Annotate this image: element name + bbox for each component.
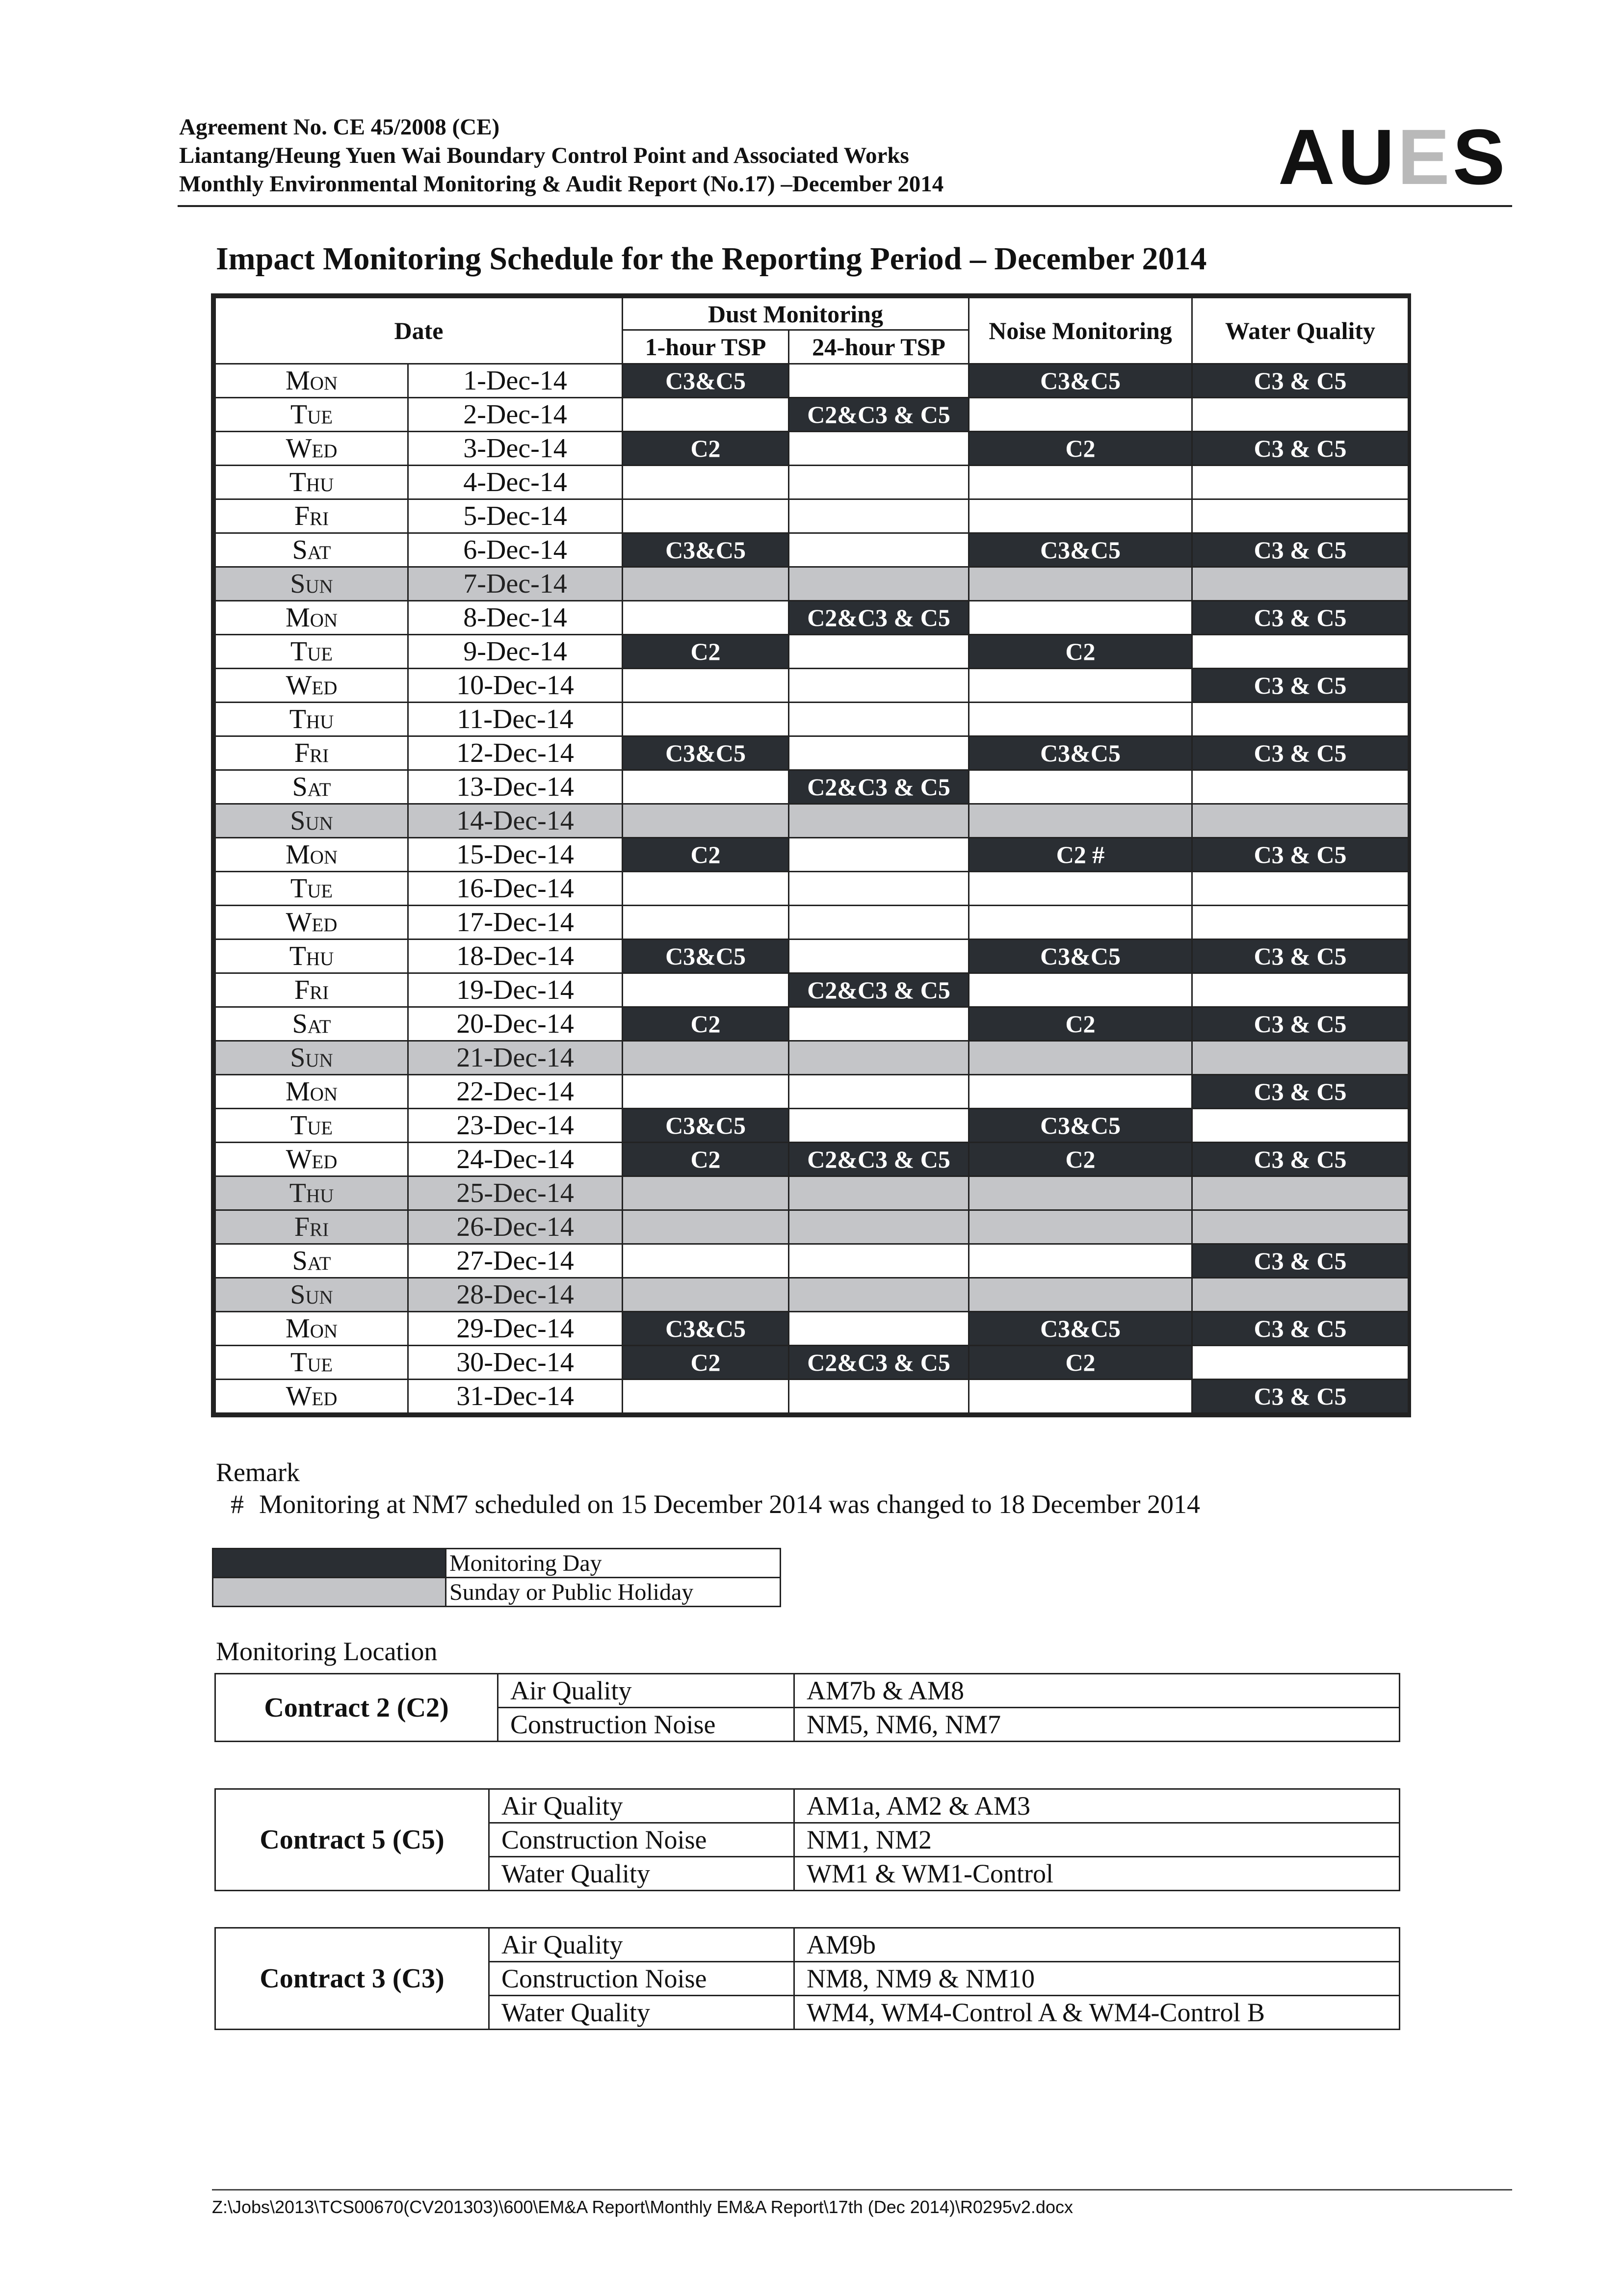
schedule-row [215, 398, 1409, 432]
header-dust: Dust Monitoring [623, 298, 969, 330]
tsp24-cell [789, 635, 969, 669]
date-cell: 10-Dec-14 [408, 669, 623, 703]
noise-cell: C2 # [969, 838, 1192, 872]
legend-label: Sunday or Public Holiday [446, 1578, 781, 1607]
schedule-row [215, 1075, 1409, 1109]
tsp1-cell: C2 [623, 1346, 789, 1380]
day-cell: Fri [215, 1210, 408, 1244]
tsp24-cell [789, 1312, 969, 1346]
stations: AM1a, AM2 & AM3 [794, 1789, 1400, 1823]
tsp1-cell [623, 1041, 789, 1075]
noise-cell [969, 804, 1192, 838]
water-cell [1192, 1176, 1409, 1210]
day-cell: Wed [215, 432, 408, 466]
day-cell: Mon [215, 364, 408, 398]
tsp1-cell: C2 [623, 1007, 789, 1041]
stations: NM1, NM2 [794, 1823, 1400, 1857]
stations: AM9b [794, 1928, 1400, 1962]
water-cell [1192, 872, 1409, 906]
legend-holiday [213, 1578, 781, 1607]
day-cell: Sat [215, 1007, 408, 1041]
date-cell: 27-Dec-14 [408, 1244, 623, 1278]
noise-cell [969, 973, 1192, 1007]
location-heading: Monitoring Location [216, 1637, 438, 1666]
tsp1-cell [623, 601, 789, 635]
day-cell: Sun [215, 567, 408, 601]
water-cell [1192, 1109, 1409, 1143]
tsp1-cell [623, 770, 789, 804]
water-cell: C3 & C5 [1192, 1380, 1409, 1413]
date-cell: 9-Dec-14 [408, 635, 623, 669]
project-line: Liantang/Heung Yuen Wai Boundary Control Point and Associated Works [179, 143, 909, 168]
date-cell: 23-Dec-14 [408, 1109, 623, 1143]
water-cell [1192, 1278, 1409, 1312]
day-cell: Tue [215, 1109, 408, 1143]
water-cell: C3 & C5 [1192, 533, 1409, 567]
date-cell: 28-Dec-14 [408, 1278, 623, 1312]
date-cell: 15-Dec-14 [408, 838, 623, 872]
day-cell: Wed [215, 669, 408, 703]
stations: NM5, NM6, NM7 [794, 1708, 1400, 1742]
water-cell: C3 & C5 [1192, 1075, 1409, 1109]
day-cell: Sat [215, 1244, 408, 1278]
water-cell [1192, 1346, 1409, 1380]
tsp24-cell [789, 533, 969, 567]
date-cell: 17-Dec-14 [408, 906, 623, 939]
noise-cell: C3&C5 [969, 1312, 1192, 1346]
monitoring-type: Water Quality [489, 1996, 794, 2030]
date-cell: 16-Dec-14 [408, 872, 623, 906]
date-cell: 12-Dec-14 [408, 736, 623, 770]
noise-cell: C3&C5 [969, 364, 1192, 398]
noise-cell [969, 1244, 1192, 1278]
noise-cell [969, 1176, 1192, 1210]
noise-cell [969, 872, 1192, 906]
page-title: Impact Monitoring Schedule for the Reporting Period – December 2014 [216, 241, 1207, 277]
legend-swatch-dark [213, 1549, 446, 1578]
tsp1-cell: C2 [623, 432, 789, 466]
water-cell [1192, 703, 1409, 736]
tsp1-cell [623, 499, 789, 533]
noise-cell [969, 1075, 1192, 1109]
tsp24-cell [789, 703, 969, 736]
tsp1-cell [623, 1075, 789, 1109]
water-cell [1192, 567, 1409, 601]
schedule-row [215, 432, 1409, 466]
water-cell [1192, 499, 1409, 533]
legend [212, 1548, 781, 1607]
monitoring-type: Water Quality [489, 1857, 794, 1891]
day-cell: Mon [215, 838, 408, 872]
tsp24-cell [789, 499, 969, 533]
day-cell: Fri [215, 973, 408, 1007]
tsp24-cell [789, 1210, 969, 1244]
water-cell [1192, 466, 1409, 499]
date-cell: 13-Dec-14 [408, 770, 623, 804]
tsp1-cell [623, 1380, 789, 1413]
tsp24-cell [789, 1007, 969, 1041]
tsp24-cell: C2&C3 & C5 [789, 398, 969, 432]
date-cell: 5-Dec-14 [408, 499, 623, 533]
day-cell: Thu [215, 939, 408, 973]
tsp24-cell [789, 1176, 969, 1210]
contract-name: Contract 3 (C3) [215, 1928, 489, 2030]
water-cell [1192, 770, 1409, 804]
day-cell: Tue [215, 872, 408, 906]
schedule-row [215, 364, 1409, 398]
noise-cell: C3&C5 [969, 736, 1192, 770]
tsp1-cell: C2 [623, 635, 789, 669]
water-cell: C3 & C5 [1192, 601, 1409, 635]
monitoring-type: Construction Noise [498, 1708, 794, 1742]
water-cell: C3 & C5 [1192, 1244, 1409, 1278]
stations: AM7b & AM8 [794, 1674, 1400, 1708]
header-noise: Noise Monitoring [969, 298, 1192, 364]
day-cell: Thu [215, 703, 408, 736]
tsp24-cell [789, 1041, 969, 1075]
date-cell: 29-Dec-14 [408, 1312, 623, 1346]
tsp24-cell: C2&C3 & C5 [789, 770, 969, 804]
schedule-row [215, 906, 1409, 939]
water-cell [1192, 804, 1409, 838]
noise-cell [969, 398, 1192, 432]
tsp24-cell [789, 567, 969, 601]
schedule-row [215, 635, 1409, 669]
tsp1-cell: C3&C5 [623, 736, 789, 770]
stations: NM8, NM9 & NM10 [794, 1962, 1400, 1996]
tsp1-cell [623, 669, 789, 703]
date-cell: 24-Dec-14 [408, 1143, 623, 1176]
noise-cell [969, 1210, 1192, 1244]
noise-cell [969, 770, 1192, 804]
header-24hr-tsp: 24-hour TSP [789, 330, 969, 364]
schedule-row [215, 1380, 1409, 1413]
report-line: Monthly Environmental Monitoring & Audit Report (No.17) –December 2014 [179, 171, 944, 197]
schedule-row [215, 499, 1409, 533]
date-cell: 11-Dec-14 [408, 703, 623, 736]
water-cell: C3 & C5 [1192, 432, 1409, 466]
header-date: Date [215, 298, 623, 364]
noise-cell: C3&C5 [969, 939, 1192, 973]
tsp24-cell [789, 906, 969, 939]
footer-path: Z:\Jobs\2013\TCS00670(CV201303)\600\EM&A Report\Monthly EM&A Report\17th (Dec 2014)\R0295v2.docx [212, 2197, 1073, 2217]
header-1hr-tsp: 1-hour TSP [623, 330, 789, 364]
schedule-row [215, 703, 1409, 736]
monitoring-type: Air Quality [489, 1789, 794, 1823]
tsp24-cell [789, 939, 969, 973]
stations: WM1 & WM1-Control [794, 1857, 1400, 1891]
schedule-table-frame [211, 293, 1411, 1417]
date-cell: 18-Dec-14 [408, 939, 623, 973]
tsp1-cell: C2 [623, 838, 789, 872]
tsp24-cell [789, 466, 969, 499]
day-cell: Thu [215, 466, 408, 499]
water-cell [1192, 398, 1409, 432]
tsp1-cell [623, 1210, 789, 1244]
day-cell: Sat [215, 770, 408, 804]
day-cell: Tue [215, 1346, 408, 1380]
tsp1-cell [623, 466, 789, 499]
legend-label: Monitoring Day [446, 1549, 781, 1578]
tsp1-cell: C3&C5 [623, 939, 789, 973]
schedule-row [215, 1312, 1409, 1346]
tsp1-cell [623, 398, 789, 432]
water-cell: C3 & C5 [1192, 736, 1409, 770]
legend-monitoring-day [213, 1549, 781, 1578]
schedule-row [215, 838, 1409, 872]
header-rule [178, 205, 1512, 207]
agreement-line: Agreement No. CE 45/2008 (CE) [179, 114, 500, 140]
tsp1-cell [623, 1244, 789, 1278]
tsp24-cell [789, 736, 969, 770]
tsp24-cell [789, 804, 969, 838]
day-cell: Tue [215, 398, 408, 432]
date-cell: 6-Dec-14 [408, 533, 623, 567]
noise-cell [969, 906, 1192, 939]
schedule-row [215, 1007, 1409, 1041]
water-cell [1192, 906, 1409, 939]
remark-symbol: # [231, 1489, 244, 1519]
day-cell: Wed [215, 1143, 408, 1176]
header-water: Water Quality [1192, 298, 1409, 364]
date-cell: 8-Dec-14 [408, 601, 623, 635]
tsp24-cell [789, 1380, 969, 1413]
day-cell: Wed [215, 1380, 408, 1413]
schedule-row [215, 736, 1409, 770]
noise-cell [969, 1278, 1192, 1312]
schedule-row [215, 1346, 1409, 1380]
water-cell [1192, 1041, 1409, 1075]
date-cell: 19-Dec-14 [408, 973, 623, 1007]
tsp1-cell [623, 1176, 789, 1210]
schedule-table [214, 297, 1409, 1414]
date-cell: 14-Dec-14 [408, 804, 623, 838]
water-cell: C3 & C5 [1192, 669, 1409, 703]
schedule-row [215, 669, 1409, 703]
tsp1-cell: C3&C5 [623, 1109, 789, 1143]
day-cell: Tue [215, 635, 408, 669]
schedule-row [215, 1210, 1409, 1244]
water-cell: C3 & C5 [1192, 1312, 1409, 1346]
tsp1-cell [623, 804, 789, 838]
tsp1-cell [623, 973, 789, 1007]
tsp24-cell: C2&C3 & C5 [789, 1346, 969, 1380]
monitoring-type: Construction Noise [489, 1823, 794, 1857]
noise-cell [969, 567, 1192, 601]
day-cell: Mon [215, 1312, 408, 1346]
aues-logo: AUES [1278, 113, 1508, 201]
noise-cell: C2 [969, 432, 1192, 466]
tsp1-cell [623, 567, 789, 601]
noise-cell [969, 499, 1192, 533]
water-cell: C3 & C5 [1192, 364, 1409, 398]
contract-c2-table [214, 1673, 1400, 1742]
date-cell: 26-Dec-14 [408, 1210, 623, 1244]
tsp1-cell [623, 1278, 789, 1312]
water-cell: C3 & C5 [1192, 1007, 1409, 1041]
day-cell: Thu [215, 1176, 408, 1210]
tsp24-cell [789, 364, 969, 398]
noise-cell [969, 703, 1192, 736]
noise-cell: C2 [969, 1143, 1192, 1176]
day-cell: Fri [215, 736, 408, 770]
tsp24-cell: C2&C3 & C5 [789, 973, 969, 1007]
noise-cell [969, 1380, 1192, 1413]
schedule-row [215, 804, 1409, 838]
monitoring-type: Air Quality [498, 1674, 794, 1708]
date-cell: 21-Dec-14 [408, 1041, 623, 1075]
schedule-row [215, 973, 1409, 1007]
day-cell: Mon [215, 601, 408, 635]
day-cell: Sun [215, 804, 408, 838]
day-cell: Wed [215, 906, 408, 939]
noise-cell: C3&C5 [969, 1109, 1192, 1143]
schedule-row [215, 770, 1409, 804]
tsp1-cell [623, 906, 789, 939]
contract-name: Contract 2 (C2) [215, 1674, 498, 1742]
legend-swatch-grey [213, 1578, 446, 1607]
schedule-row [215, 1176, 1409, 1210]
tsp1-cell: C2 [623, 1143, 789, 1176]
date-cell: 3-Dec-14 [408, 432, 623, 466]
water-cell [1192, 1210, 1409, 1244]
water-cell [1192, 973, 1409, 1007]
tsp24-cell [789, 432, 969, 466]
date-cell: 1-Dec-14 [408, 364, 623, 398]
report-header [179, 113, 943, 198]
date-cell: 30-Dec-14 [408, 1346, 623, 1380]
contract-name: Contract 5 (C5) [215, 1789, 489, 1891]
noise-cell [969, 466, 1192, 499]
contract-c5-table [214, 1788, 1400, 1891]
tsp24-cell [789, 872, 969, 906]
noise-cell: C2 [969, 1007, 1192, 1041]
tsp24-cell: C2&C3 & C5 [789, 1143, 969, 1176]
schedule-row [215, 533, 1409, 567]
schedule-row [215, 567, 1409, 601]
tsp24-cell: C2&C3 & C5 [789, 601, 969, 635]
noise-cell: C2 [969, 1346, 1192, 1380]
water-cell [1192, 635, 1409, 669]
day-cell: Mon [215, 1075, 408, 1109]
tsp1-cell: C3&C5 [623, 1312, 789, 1346]
schedule-row [215, 466, 1409, 499]
schedule-row [215, 872, 1409, 906]
day-cell: Fri [215, 499, 408, 533]
tsp24-cell [789, 1244, 969, 1278]
date-cell: 2-Dec-14 [408, 398, 623, 432]
stations: WM4, WM4-Control A & WM4-Control B [794, 1996, 1400, 2030]
contract-c3-table [214, 1927, 1400, 2030]
tsp24-cell [789, 669, 969, 703]
tsp1-cell [623, 872, 789, 906]
date-cell: 20-Dec-14 [408, 1007, 623, 1041]
monitoring-type: Construction Noise [489, 1962, 794, 1996]
water-cell: C3 & C5 [1192, 939, 1409, 973]
tsp24-cell [789, 1075, 969, 1109]
noise-cell: C2 [969, 635, 1192, 669]
date-cell: 25-Dec-14 [408, 1176, 623, 1210]
day-cell: Sun [215, 1041, 408, 1075]
monitoring-type: Air Quality [489, 1928, 794, 1962]
remark-heading: Remark [216, 1458, 300, 1487]
date-cell: 7-Dec-14 [408, 567, 623, 601]
water-cell: C3 & C5 [1192, 838, 1409, 872]
schedule-row [215, 1278, 1409, 1312]
day-cell: Sat [215, 533, 408, 567]
schedule-row [215, 939, 1409, 973]
tsp1-cell [623, 703, 789, 736]
schedule-row [215, 1244, 1409, 1278]
noise-cell [969, 1041, 1192, 1075]
date-cell: 31-Dec-14 [408, 1380, 623, 1413]
schedule-row [215, 601, 1409, 635]
tsp24-cell [789, 1109, 969, 1143]
tsp1-cell: C3&C5 [623, 533, 789, 567]
footer-rule [212, 2189, 1512, 2191]
day-cell: Sun [215, 1278, 408, 1312]
tsp24-cell [789, 1278, 969, 1312]
schedule-row [215, 1109, 1409, 1143]
noise-cell [969, 601, 1192, 635]
schedule-row [215, 1143, 1409, 1176]
tsp24-cell [789, 838, 969, 872]
schedule-row [215, 1041, 1409, 1075]
tsp1-cell: C3&C5 [623, 364, 789, 398]
date-cell: 22-Dec-14 [408, 1075, 623, 1109]
water-cell: C3 & C5 [1192, 1143, 1409, 1176]
remark-text: Monitoring at NM7 scheduled on 15 December 2014 was changed to 18 December 2014 [259, 1489, 1201, 1519]
noise-cell: C3&C5 [969, 533, 1192, 567]
date-cell: 4-Dec-14 [408, 466, 623, 499]
schedule-body [215, 364, 1409, 1413]
noise-cell [969, 669, 1192, 703]
